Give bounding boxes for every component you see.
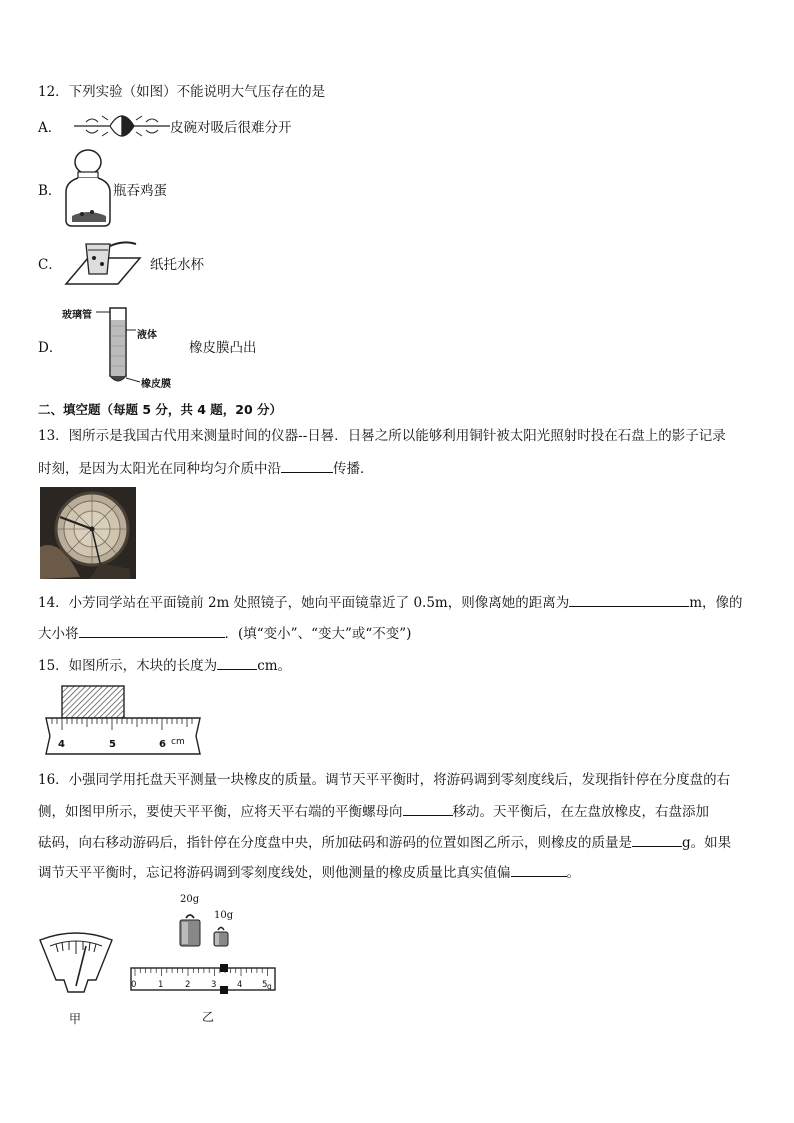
q14-line2: [38, 623, 411, 644]
q13-answer-blank[interactable]: [281, 458, 333, 473]
glass-tube-figure: [96, 306, 146, 388]
scale-label-2: 2: [185, 980, 191, 990]
q12-option-a-text: 皮碗对吸后很难分开: [170, 120, 292, 136]
q15-text-1: 15．如图所示，木块的长度为: [38, 658, 218, 674]
rider-bottom: [220, 986, 228, 994]
q16-bias-blank[interactable]: [511, 862, 567, 877]
q14-distance-blank[interactable]: [569, 592, 689, 607]
q16-mass-blank[interactable]: [632, 832, 682, 847]
q12-option-c-label: C．: [38, 257, 62, 273]
q15-line: [38, 655, 291, 676]
q12-stem: 12．下列实验（如图）不能说明大气压存在的是: [38, 84, 326, 100]
q14-text-3: 大小将: [38, 626, 79, 642]
scale-label-5: 5: [262, 980, 268, 990]
weight-20g-label: 20g: [180, 894, 200, 905]
balance-dial-figure: [38, 932, 114, 994]
q16-text-4a: 调节天平平衡时，忘记将游码调到零刻度线处，则他测量的橡皮质量比真实值偏: [38, 865, 511, 881]
q16-line4: [38, 862, 580, 883]
q14-text-2: m，像的: [689, 595, 743, 611]
paper-cup-figure: [62, 236, 142, 292]
q12-option-b-label: B．: [38, 183, 62, 199]
q13-line2: [38, 458, 374, 479]
ruler-tick-label-6: 6: [159, 739, 166, 750]
q12-option-d-label: D．: [38, 340, 63, 356]
ruler-unit: cm: [171, 737, 185, 747]
ruler-tick-label-4: 4: [58, 739, 65, 750]
scale-unit: g: [267, 982, 272, 991]
liquid-label: 液体: [137, 330, 157, 341]
q16-text-4b: 。: [566, 865, 580, 881]
scale-label-4: 4: [237, 980, 243, 990]
q16-text-2a: 侧，如图甲所示，要使天平平衡，应将天平右端的平衡螺母向: [38, 804, 403, 820]
q13-text-before-blank: 时刻，是因为太阳光在同种均匀介质中沿: [38, 461, 281, 477]
rider-scale-figure: [128, 964, 278, 998]
figure-jia-label: 甲: [69, 1012, 82, 1026]
wood-block: [62, 686, 124, 718]
q12-option-a-label: A．: [38, 120, 62, 136]
q13-text-after-blank: 传播．: [333, 461, 374, 477]
q12-option-b-text: 瓶吞鸡蛋: [113, 183, 167, 199]
q14-text-1: 14．小芳同学站在平面镜前 2m 处照镜子，她向平面镜靠近了 0.5m，则像离她的距离为: [38, 595, 570, 611]
weights-figure: [176, 910, 236, 952]
q15-text-2: cm。: [257, 658, 292, 674]
bottle-egg-figure: [64, 148, 114, 228]
ruler-tick-label-5: 5: [109, 739, 116, 750]
q13-line1: 13．图所示是我国古代用来测量时间的仪器--日晷．日晷之所以能够利用铜针被太阳光照射时投在石盘上的影子记录: [38, 428, 726, 444]
q16-line1: 16．小强同学用托盘天平测量一块橡皮的质量。调节天平平衡时，将游码调到零刻度线后，发现指针停在分度盘的右: [38, 772, 731, 788]
q16-line2: [38, 801, 709, 822]
weight-10g-label: 10g: [214, 910, 234, 921]
suction-cups-figure: [72, 112, 172, 142]
q14-text-4: ．(填“变小”、“变大”或“不变”): [224, 626, 412, 642]
membrane-label: 橡皮膜: [141, 379, 171, 390]
q16-line3: [38, 832, 731, 853]
scale-label-1: 1: [158, 980, 164, 990]
q12-option-d-text: 橡皮膜凸出: [189, 340, 257, 356]
q16-text-2b: 移动。天平衡后，在左盘放橡皮，右盘添加: [452, 804, 709, 820]
sundial-photo: [40, 487, 136, 579]
q16-direction-blank[interactable]: [403, 801, 453, 816]
scale-label-0: 0: [131, 980, 137, 990]
scale-label-3: 3: [211, 980, 217, 990]
q16-text-3b: g。如果: [682, 835, 732, 851]
q16-text-3a: 砝码，向右移动游码后，指针停在分度盘中央，所加砝码和游码的位置如图乙所示，则橡皮的质量是: [38, 835, 632, 851]
q14-size-blank[interactable]: [79, 623, 225, 638]
glass-tube-label: 玻璃管: [62, 310, 92, 321]
q14-line1: [38, 592, 743, 613]
q15-length-blank[interactable]: [217, 655, 257, 670]
rider-top: [220, 964, 228, 972]
figure-yi-label: 乙: [202, 1010, 215, 1024]
q12-option-c-text: 纸托水杯: [150, 257, 204, 273]
section-title: 二、填空题（每题 5 分，共 4 题，20 分）: [38, 402, 283, 417]
